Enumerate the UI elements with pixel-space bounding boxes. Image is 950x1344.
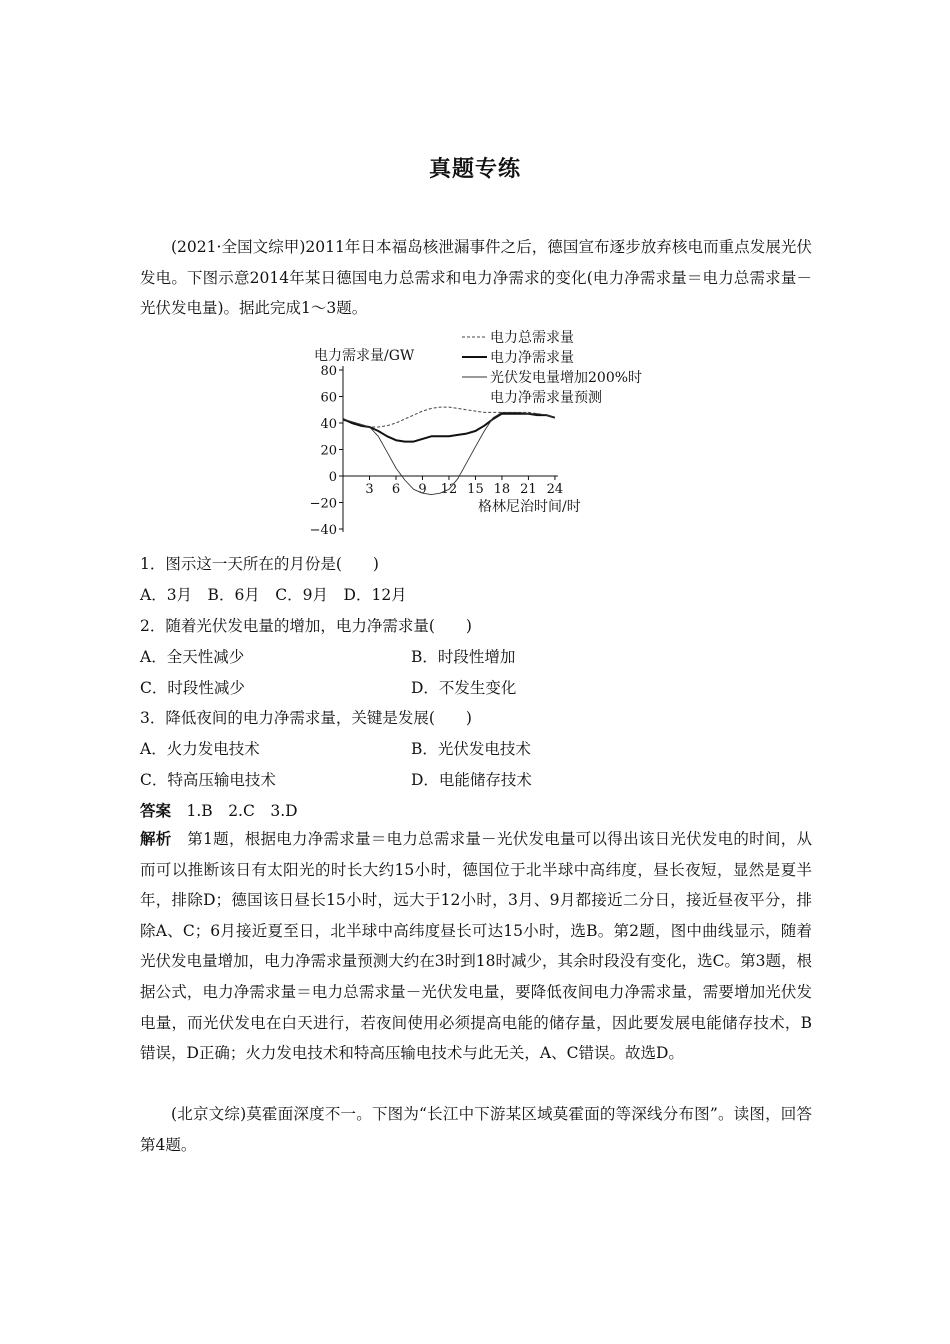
series-line-net-demand — [343, 414, 555, 442]
question-2-option-c: C．时段性减少 — [140, 679, 245, 697]
y-tick-label: 20 — [320, 443, 337, 459]
legend-label-forecast-1: 光伏发电量增加200%时 — [490, 370, 643, 386]
question-3-option-a: A．火力发电技术 — [140, 740, 260, 758]
x-tick-label: 21 — [520, 482, 537, 497]
x-tick-label: 6 — [391, 482, 401, 497]
x-tick-label: 9 — [418, 482, 427, 497]
series-line-total-demand — [343, 407, 555, 427]
question-3-option-d: D．电能储存技术 — [411, 771, 532, 789]
x-tick-label: 12 — [440, 482, 458, 497]
page-title: 真题专练 — [428, 157, 521, 182]
intro-paragraph-2: (北京文综)莫霍面深度不一。下图为“长江中下游某区域莫霍面的等深线分布图”。读图，回答第4题。 — [140, 1105, 812, 1154]
y-tick-label: 60 — [320, 390, 337, 406]
chart-legend — [462, 329, 642, 406]
x-tick-label: 15 — [467, 482, 484, 497]
legend-label-forecast-2: 电力净需求量预测 — [490, 390, 602, 406]
y-tick-label: 80 — [320, 364, 337, 379]
x-axis-label: 格林尼治时间/时 — [478, 499, 581, 515]
legend-label-net: 电力净需求量 — [490, 350, 574, 366]
question-2-option-a: A．全天性减少 — [140, 648, 245, 666]
legend-label-total: 电力总需求量 — [490, 330, 574, 346]
question-3-option-c: C．特高压输电技术 — [140, 771, 276, 789]
analysis-paragraph — [140, 824, 812, 1069]
question-2-option-b: B．时段性增加 — [411, 648, 516, 666]
x-tick-label: 18 — [493, 482, 511, 497]
y-tick-label: 0 — [328, 470, 337, 485]
question-2-option-d: D．不发生变化 — [411, 679, 517, 697]
question-3-option-b: B．光伏发电技术 — [411, 740, 531, 758]
question-3-stem: 3．降低夜间的电力净需求量，关键是发展( ) — [140, 709, 472, 727]
analysis-label: 解析 — [140, 830, 172, 848]
y-tick-label: −40 — [309, 523, 337, 538]
answer-text: 1.B 2.C 3.D — [171, 802, 298, 820]
y-axis-label: 电力需求量/GW — [314, 348, 415, 364]
intro-paragraph: (2021·全国文综甲)2011年日本福岛核泄漏事件之后，德国宣布逐步放弃核电而重点发展光伏发电。下图示意2014年某日德国电力总需求和电力净需求的变化(电力净需求量＝电力总需求量－光伏发电量)。据此完成1～3题。 — [140, 238, 812, 318]
question-1-options: A．3月 B．6月 C．9月 D．12月 — [140, 586, 407, 604]
x-tick-label: 24 — [546, 482, 564, 497]
y-tick-label: −20 — [309, 496, 337, 512]
question-2-stem: 2．随着光伏发电量的增加，电力净需求量( ) — [140, 617, 472, 635]
y-tick-label: 40 — [320, 417, 337, 432]
answer-label: 答案 — [140, 802, 172, 820]
answer-line — [140, 799, 298, 821]
analysis-text: 第1题，根据电力净需求量＝电力总需求量－光伏发电量可以得出该日光伏发电的时间，从而可以推断该日有太阳光的时长大约15小时，德国位于北半球中高纬度，昼长夜短，显然是夏半年，排除D；德国该日昼长15小时，远大于12小时，3月、9月都接近二分日，接近昼夜平分，排除A、C；6月接近夏至日，北半球中高纬度昼长可达15小时，选B。第2题，图中曲线显示，随着光伏发电量增加，电力净需求量预测大约在3时到18时减少，其余时段没有变化，选C。第3题，根据公式，电力净需求量＝电力总需求量－光伏发电量，要降低夜间电力净需求量，需要增加光伏发电量，而光伏发电在白天进行，若夜间使用必须提高电能的储存量，因此要发展电能储存技术，B错误，D正确；火力发电技术和特高压输电技术与此无关，A、C错误。故选D。 — [140, 830, 812, 1063]
x-tick-label: 3 — [365, 482, 374, 497]
electricity-demand-chart — [300, 322, 660, 538]
question-1-stem: 1．图示这一天所在的月份是( ) — [140, 555, 379, 573]
